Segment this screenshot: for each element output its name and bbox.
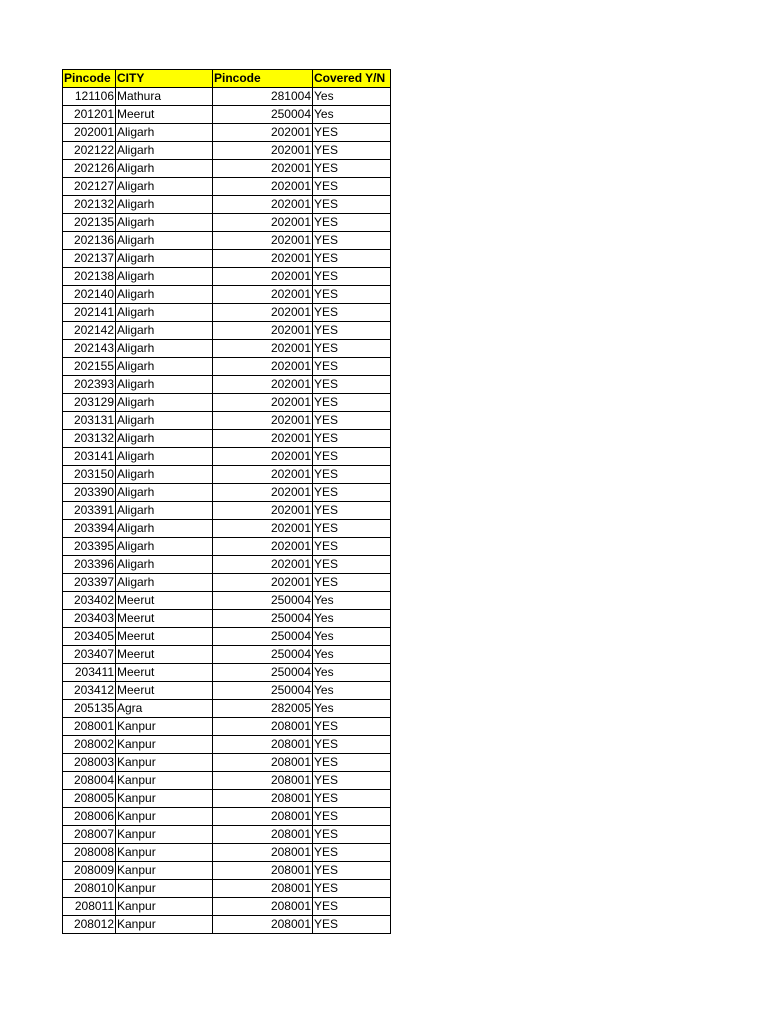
pincode-cell[interactable]: 202142 [63, 322, 116, 340]
table-row [63, 628, 391, 646]
pincode-cell[interactable]: 203394 [63, 520, 116, 538]
city-cell[interactable]: Kanpur [116, 844, 213, 862]
pincode-cell[interactable]: 203390 [63, 484, 116, 502]
covered-cell[interactable]: YES [313, 754, 391, 772]
city-cell[interactable]: Aligarh [116, 538, 213, 556]
city-cell[interactable]: Aligarh [116, 214, 213, 232]
hub-pincode-cell[interactable]: 250004 [213, 592, 313, 610]
city-cell[interactable]: Aligarh [116, 574, 213, 592]
hub-pincode-cell[interactable]: 208001 [213, 862, 313, 880]
hub-pincode-cell[interactable]: 208001 [213, 916, 313, 934]
city-cell[interactable]: Meerut [116, 592, 213, 610]
table-row [63, 736, 391, 754]
table-row [63, 358, 391, 376]
hub-pincode-cell[interactable]: 202001 [213, 304, 313, 322]
hub-pincode-cell[interactable]: 208001 [213, 790, 313, 808]
pincode-cell[interactable]: 203397 [63, 574, 116, 592]
city-cell[interactable]: Mathura [116, 88, 213, 106]
hub-pincode-cell[interactable]: 202001 [213, 430, 313, 448]
covered-cell[interactable]: YES [313, 232, 391, 250]
pincode-cell[interactable]: 203132 [63, 430, 116, 448]
pincode-cell[interactable]: 202136 [63, 232, 116, 250]
hub-pincode-cell[interactable]: 202001 [213, 376, 313, 394]
pincode-cell[interactable]: 203403 [63, 610, 116, 628]
hub-pincode-cell[interactable]: 202001 [213, 358, 313, 376]
hub-pincode-cell[interactable]: 208001 [213, 736, 313, 754]
pincode-cell[interactable]: 208004 [63, 772, 116, 790]
covered-cell[interactable]: YES [313, 574, 391, 592]
hub-pincode-cell[interactable]: 202001 [213, 196, 313, 214]
hub-pincode-cell[interactable]: 202001 [213, 250, 313, 268]
city-cell[interactable]: Meerut [116, 610, 213, 628]
table-row [63, 484, 391, 502]
hub-pincode-cell[interactable]: 208001 [213, 754, 313, 772]
pincode-cell[interactable]: 208011 [63, 898, 116, 916]
covered-cell[interactable]: Yes [313, 628, 391, 646]
covered-cell[interactable]: YES [313, 808, 391, 826]
pincode-cell[interactable]: 202126 [63, 160, 116, 178]
city-cell[interactable]: Aligarh [116, 124, 213, 142]
table-row [63, 682, 391, 700]
header-pincode[interactable]: Pincode [63, 70, 116, 88]
city-cell[interactable]: Meerut [116, 646, 213, 664]
table-row [63, 844, 391, 862]
covered-cell[interactable]: YES [313, 502, 391, 520]
city-cell[interactable]: Aligarh [116, 430, 213, 448]
pincode-cell[interactable]: 202138 [63, 268, 116, 286]
hub-pincode-cell[interactable]: 208001 [213, 898, 313, 916]
covered-cell[interactable]: Yes [313, 592, 391, 610]
city-cell[interactable]: Kanpur [116, 898, 213, 916]
table-row [63, 610, 391, 628]
table-row [63, 862, 391, 880]
table-row [63, 520, 391, 538]
city-cell[interactable]: Aligarh [116, 160, 213, 178]
hub-pincode-cell[interactable]: 208001 [213, 772, 313, 790]
covered-cell[interactable]: Yes [313, 664, 391, 682]
city-cell[interactable]: Aligarh [116, 484, 213, 502]
city-cell[interactable]: Kanpur [116, 790, 213, 808]
pincode-cell[interactable]: 202140 [63, 286, 116, 304]
table-row [63, 754, 391, 772]
header-city[interactable]: CITY [116, 70, 213, 88]
table-row [63, 826, 391, 844]
pincode-cell[interactable]: 203141 [63, 448, 116, 466]
table-row [63, 394, 391, 412]
table-row [63, 538, 391, 556]
pincode-cell[interactable]: 202132 [63, 196, 116, 214]
pincode-cell[interactable]: 208006 [63, 808, 116, 826]
hub-pincode-cell[interactable]: 250004 [213, 682, 313, 700]
table-row [63, 124, 391, 142]
table-row [63, 898, 391, 916]
hub-pincode-cell[interactable]: 281004 [213, 88, 313, 106]
header-covered[interactable]: Covered Y/N [313, 70, 391, 88]
table-row [63, 790, 391, 808]
city-cell[interactable]: Kanpur [116, 754, 213, 772]
pincode-cell[interactable]: 208009 [63, 862, 116, 880]
pincode-cell[interactable]: 208003 [63, 754, 116, 772]
city-cell[interactable]: Aligarh [116, 196, 213, 214]
covered-cell[interactable]: YES [313, 250, 391, 268]
hub-pincode-cell[interactable]: 208001 [213, 880, 313, 898]
covered-cell[interactable]: YES [313, 880, 391, 898]
pincode-cell[interactable]: 203131 [63, 412, 116, 430]
pincode-cell[interactable]: 202001 [63, 124, 116, 142]
hub-pincode-cell[interactable]: 208001 [213, 718, 313, 736]
hub-pincode-cell[interactable]: 202001 [213, 520, 313, 538]
hub-pincode-cell[interactable]: 202001 [213, 160, 313, 178]
table-row [63, 376, 391, 394]
city-cell[interactable]: Aligarh [116, 286, 213, 304]
covered-cell[interactable]: YES [313, 214, 391, 232]
pincode-cell[interactable]: 208012 [63, 916, 116, 934]
city-cell[interactable]: Aligarh [116, 322, 213, 340]
pincode-cell[interactable]: 203412 [63, 682, 116, 700]
pincode-cell[interactable]: 201201 [63, 106, 116, 124]
covered-cell[interactable]: YES [313, 394, 391, 412]
table-row [63, 700, 391, 718]
hub-pincode-cell[interactable]: 250004 [213, 646, 313, 664]
city-cell[interactable]: Meerut [116, 682, 213, 700]
hub-pincode-cell[interactable]: 250004 [213, 628, 313, 646]
table-row [63, 880, 391, 898]
covered-cell[interactable]: YES [313, 466, 391, 484]
covered-cell[interactable]: YES [313, 538, 391, 556]
pincode-cell[interactable]: 203396 [63, 556, 116, 574]
covered-cell[interactable]: Yes [313, 646, 391, 664]
table-row [63, 88, 391, 106]
pincode-coverage-table [62, 69, 391, 934]
pincode-cell[interactable]: 205135 [63, 700, 116, 718]
covered-cell[interactable]: YES [313, 844, 391, 862]
city-cell[interactable]: Aligarh [116, 304, 213, 322]
hub-pincode-cell[interactable]: 202001 [213, 538, 313, 556]
hub-pincode-cell[interactable]: 202001 [213, 556, 313, 574]
table-row [63, 556, 391, 574]
covered-cell[interactable]: YES [313, 898, 391, 916]
table-row [63, 502, 391, 520]
city-cell[interactable]: Aligarh [116, 466, 213, 484]
city-cell[interactable]: Kanpur [116, 772, 213, 790]
pincode-cell[interactable]: 203411 [63, 664, 116, 682]
table-row [63, 232, 391, 250]
covered-cell[interactable]: YES [313, 484, 391, 502]
table-row [63, 178, 391, 196]
covered-cell[interactable]: YES [313, 340, 391, 358]
header-hub-pincode[interactable]: Pincode [213, 70, 313, 88]
city-cell[interactable]: Aligarh [116, 340, 213, 358]
city-cell[interactable]: Aligarh [116, 502, 213, 520]
hub-pincode-cell[interactable]: 202001 [213, 574, 313, 592]
hub-pincode-cell[interactable]: 250004 [213, 664, 313, 682]
covered-cell[interactable]: YES [313, 772, 391, 790]
city-cell[interactable]: Aligarh [116, 376, 213, 394]
table-row [63, 142, 391, 160]
pincode-cell[interactable]: 202122 [63, 142, 116, 160]
city-cell[interactable]: Aligarh [116, 358, 213, 376]
hub-pincode-cell[interactable]: 202001 [213, 502, 313, 520]
city-cell[interactable]: Aligarh [116, 556, 213, 574]
covered-cell[interactable]: Yes [313, 682, 391, 700]
covered-cell[interactable]: YES [313, 286, 391, 304]
pincode-cell[interactable]: 202137 [63, 250, 116, 268]
pincode-cell[interactable]: 202393 [63, 376, 116, 394]
covered-cell[interactable]: Yes [313, 106, 391, 124]
table-row [63, 448, 391, 466]
table-row [63, 430, 391, 448]
table-row [63, 718, 391, 736]
covered-cell[interactable]: YES [313, 196, 391, 214]
hub-pincode-cell[interactable]: 202001 [213, 340, 313, 358]
table-row [63, 250, 391, 268]
table-row [63, 916, 391, 934]
covered-cell[interactable]: YES [313, 916, 391, 934]
hub-pincode-cell[interactable]: 202001 [213, 214, 313, 232]
pincode-cell[interactable]: 203150 [63, 466, 116, 484]
table-body [63, 88, 391, 934]
table-row [63, 808, 391, 826]
city-cell[interactable]: Meerut [116, 628, 213, 646]
table-row [63, 592, 391, 610]
pincode-cell[interactable]: 208008 [63, 844, 116, 862]
header-row [63, 70, 391, 88]
covered-cell[interactable]: YES [313, 862, 391, 880]
covered-cell[interactable]: YES [313, 160, 391, 178]
table-row [63, 214, 391, 232]
covered-cell[interactable]: YES [313, 376, 391, 394]
table-row [63, 304, 391, 322]
city-cell[interactable]: Meerut [116, 106, 213, 124]
hub-pincode-cell[interactable]: 202001 [213, 268, 313, 286]
hub-pincode-cell[interactable]: 208001 [213, 826, 313, 844]
covered-cell[interactable]: YES [313, 718, 391, 736]
covered-cell[interactable]: YES [313, 304, 391, 322]
covered-cell[interactable]: YES [313, 124, 391, 142]
hub-pincode-cell[interactable]: 250004 [213, 106, 313, 124]
city-cell[interactable]: Kanpur [116, 808, 213, 826]
city-cell[interactable]: Aligarh [116, 232, 213, 250]
hub-pincode-cell[interactable]: 202001 [213, 484, 313, 502]
table-row [63, 196, 391, 214]
table-row [63, 412, 391, 430]
pincode-cell[interactable]: 208001 [63, 718, 116, 736]
pincode-cell[interactable]: 202141 [63, 304, 116, 322]
covered-cell[interactable]: YES [313, 520, 391, 538]
table-row [63, 160, 391, 178]
covered-cell[interactable]: YES [313, 268, 391, 286]
city-cell[interactable]: Meerut [116, 664, 213, 682]
covered-cell[interactable]: YES [313, 448, 391, 466]
pincode-cell[interactable]: 208007 [63, 826, 116, 844]
covered-cell[interactable]: YES [313, 178, 391, 196]
pincode-cell[interactable]: 208005 [63, 790, 116, 808]
table-row [63, 268, 391, 286]
pincode-cell[interactable]: 203129 [63, 394, 116, 412]
city-cell[interactable]: Kanpur [116, 916, 213, 934]
pincode-cell[interactable]: 202135 [63, 214, 116, 232]
city-cell[interactable]: Aligarh [116, 520, 213, 538]
hub-pincode-cell[interactable]: 202001 [213, 322, 313, 340]
covered-cell[interactable]: YES [313, 430, 391, 448]
city-cell[interactable]: Aligarh [116, 394, 213, 412]
pincode-cell[interactable]: 203405 [63, 628, 116, 646]
pincode-cell[interactable]: 202143 [63, 340, 116, 358]
pincode-cell[interactable]: 121106 [63, 88, 116, 106]
table-row [63, 646, 391, 664]
hub-pincode-cell[interactable]: 208001 [213, 808, 313, 826]
table-row [63, 340, 391, 358]
covered-cell[interactable]: YES [313, 322, 391, 340]
table-row [63, 106, 391, 124]
hub-pincode-cell[interactable]: 202001 [213, 124, 313, 142]
hub-pincode-cell[interactable]: 202001 [213, 286, 313, 304]
city-cell[interactable]: Kanpur [116, 826, 213, 844]
city-cell[interactable]: Kanpur [116, 718, 213, 736]
covered-cell[interactable]: YES [313, 826, 391, 844]
city-cell[interactable]: Aligarh [116, 178, 213, 196]
city-cell[interactable]: Aligarh [116, 268, 213, 286]
covered-cell[interactable]: Yes [313, 700, 391, 718]
covered-cell[interactable]: YES [313, 790, 391, 808]
table-row [63, 322, 391, 340]
covered-cell[interactable]: YES [313, 358, 391, 376]
table-row [63, 772, 391, 790]
table-row [63, 466, 391, 484]
pincode-cell[interactable]: 203407 [63, 646, 116, 664]
hub-pincode-cell[interactable]: 202001 [213, 232, 313, 250]
city-cell[interactable]: Kanpur [116, 862, 213, 880]
hub-pincode-cell[interactable]: 250004 [213, 610, 313, 628]
city-cell[interactable]: Aligarh [116, 448, 213, 466]
table-row [63, 574, 391, 592]
pincode-cell[interactable]: 203395 [63, 538, 116, 556]
covered-cell[interactable]: YES [313, 412, 391, 430]
pincode-cell[interactable]: 203391 [63, 502, 116, 520]
hub-pincode-cell[interactable]: 208001 [213, 844, 313, 862]
city-cell[interactable]: Aligarh [116, 142, 213, 160]
pincode-cell[interactable]: 202127 [63, 178, 116, 196]
table-row [63, 286, 391, 304]
hub-pincode-cell[interactable]: 202001 [213, 412, 313, 430]
pincode-cell[interactable]: 203402 [63, 592, 116, 610]
covered-cell[interactable]: Yes [313, 610, 391, 628]
city-cell[interactable]: Agra [116, 700, 213, 718]
hub-pincode-cell[interactable]: 202001 [213, 394, 313, 412]
city-cell[interactable]: Kanpur [116, 880, 213, 898]
covered-cell[interactable]: YES [313, 142, 391, 160]
hub-pincode-cell[interactable]: 202001 [213, 178, 313, 196]
city-cell[interactable]: Kanpur [116, 736, 213, 754]
hub-pincode-cell[interactable]: 282005 [213, 700, 313, 718]
hub-pincode-cell[interactable]: 202001 [213, 466, 313, 484]
pincode-cell[interactable]: 208002 [63, 736, 116, 754]
covered-cell[interactable]: Yes [313, 88, 391, 106]
covered-cell[interactable]: YES [313, 736, 391, 754]
pincode-cell[interactable]: 208010 [63, 880, 116, 898]
pincode-cell[interactable]: 202155 [63, 358, 116, 376]
hub-pincode-cell[interactable]: 202001 [213, 448, 313, 466]
city-cell[interactable]: Aligarh [116, 250, 213, 268]
hub-pincode-cell[interactable]: 202001 [213, 142, 313, 160]
covered-cell[interactable]: YES [313, 556, 391, 574]
table-header [63, 70, 391, 88]
table-row [63, 664, 391, 682]
city-cell[interactable]: Aligarh [116, 412, 213, 430]
